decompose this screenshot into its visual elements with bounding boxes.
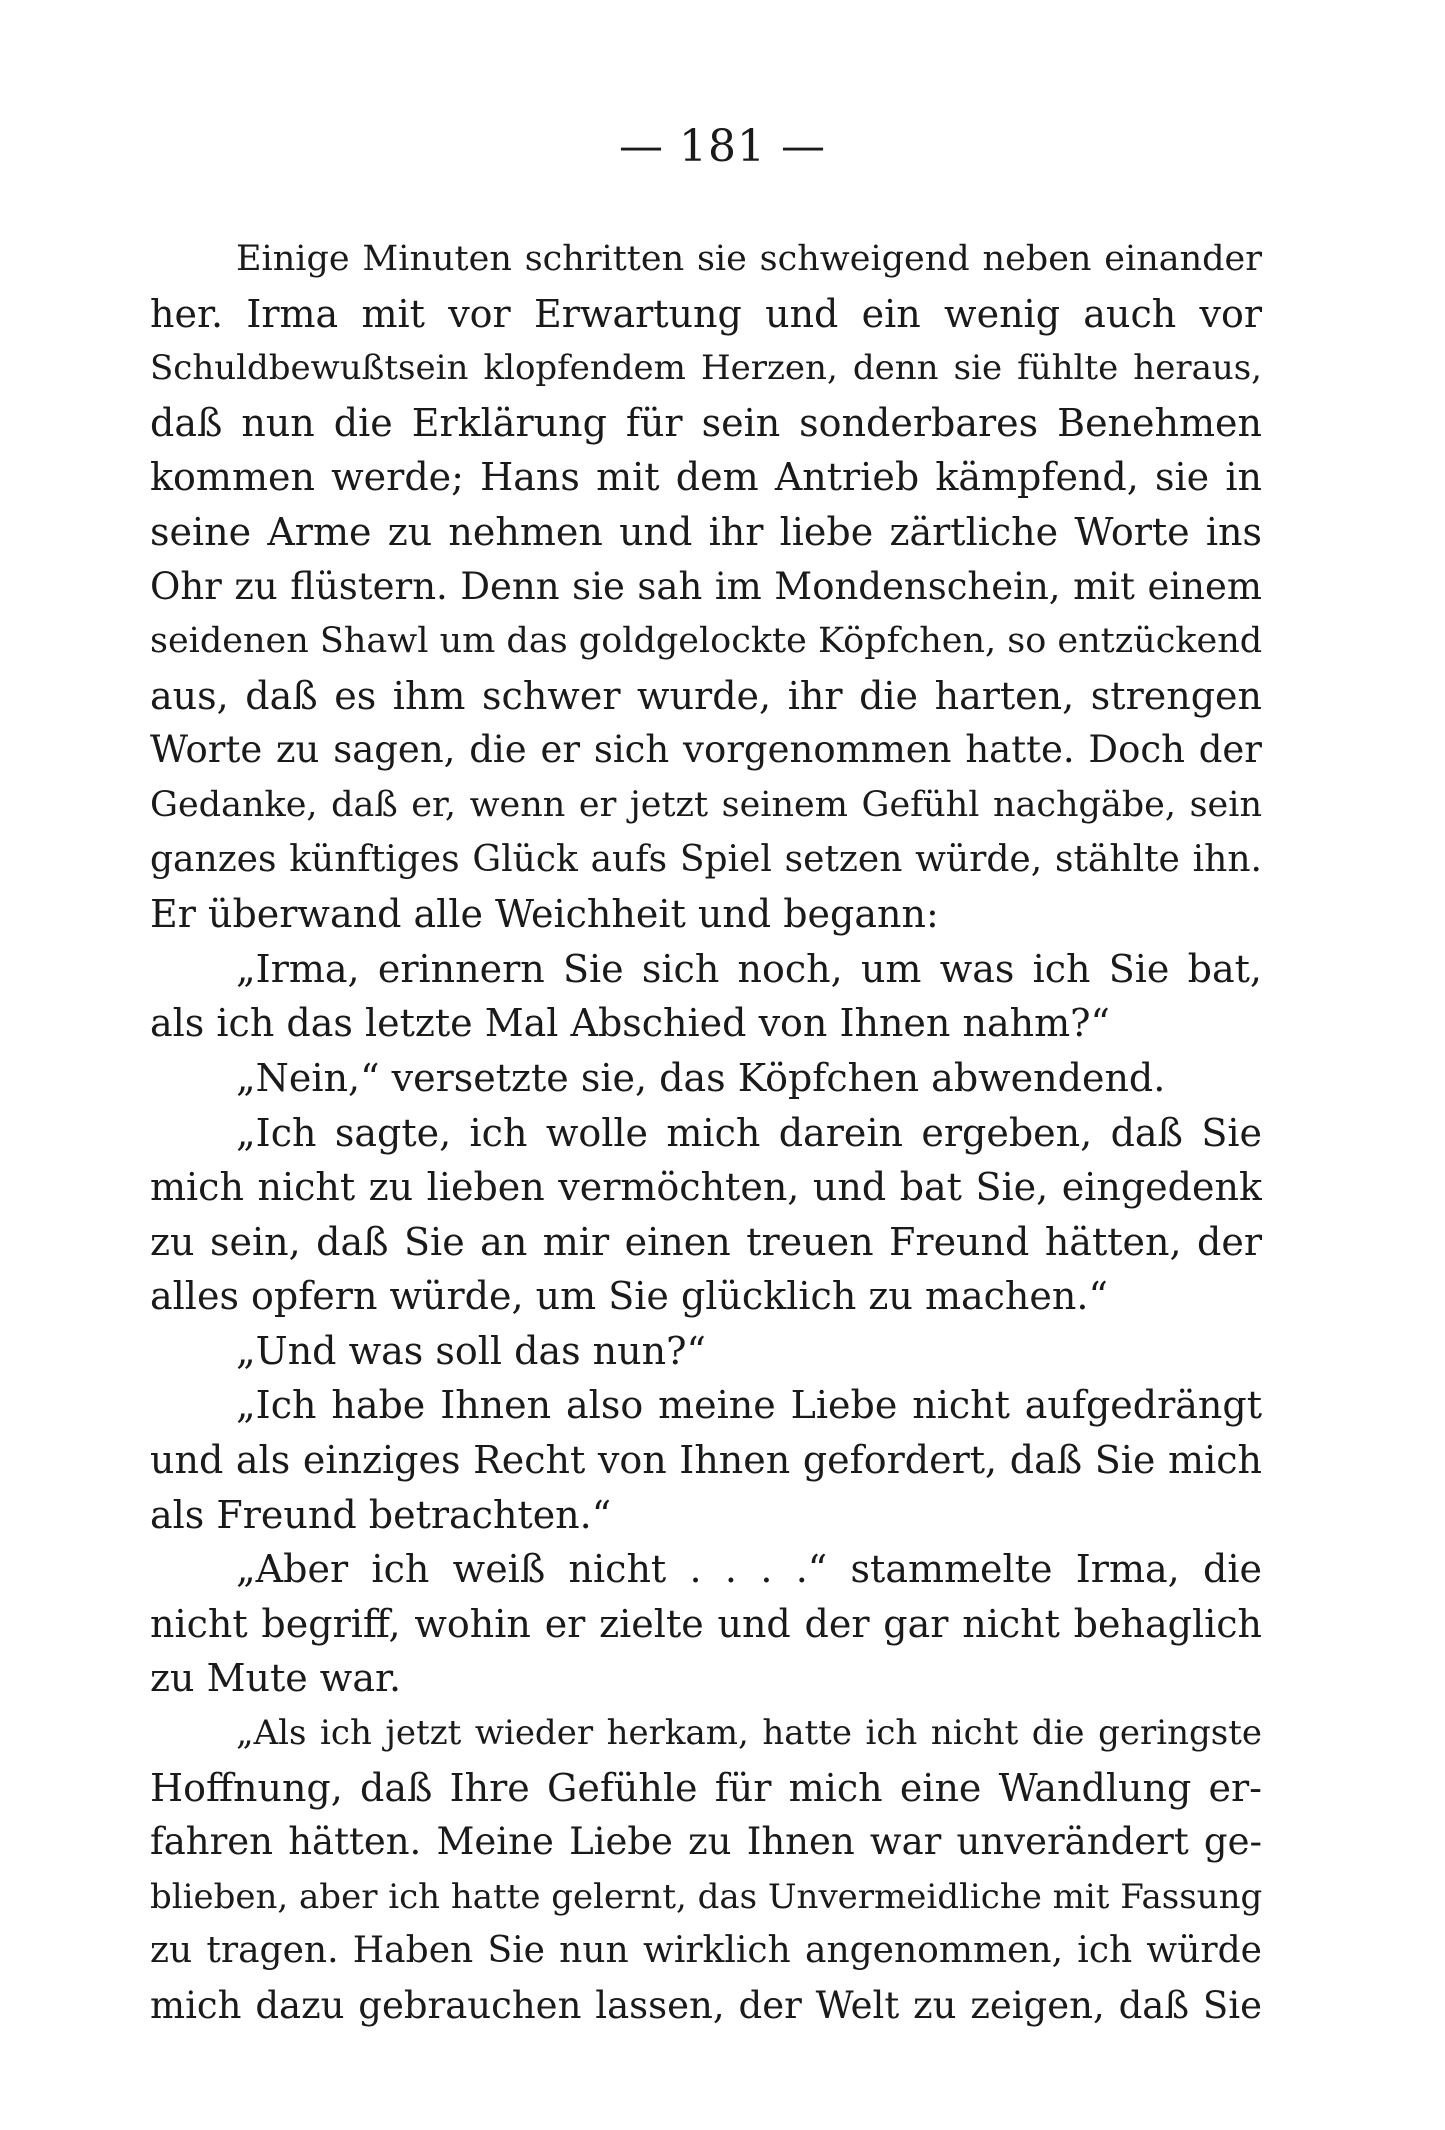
text-line: blieben, aber ich hatte gelernt, das Unvermeidliche mit Fassung <box>150 1876 1262 1917</box>
text-line: Gedanke, daß er, wenn er jetzt seinem Gefühl nachgäbe, sein <box>150 784 1262 825</box>
text-line: nicht begriff, wohin er zielte und der gar nicht behaglich <box>150 1601 1262 1646</box>
text-line: „Als ich jetzt wieder herkam, hatte ich nicht die geringste <box>236 1713 1262 1754</box>
text-line: aus, daß es ihm schwer wurde, ihr die harten, strengen <box>150 673 1262 718</box>
text-line: „Ich sagte, ich wolle mich darein ergeben, daß Sie <box>236 1110 1262 1155</box>
text-line: und als einziges Recht von Ihnen gefordert, daß Sie mich <box>150 1438 1262 1483</box>
text-line: Hoffnung, daß Ihre Gefühle für mich eine Wandlung er- <box>150 1765 1262 1810</box>
text-line: seidenen Shawl um das goldgelockte Köpfchen, so entzückend <box>150 621 1262 662</box>
text-line: mich dazu gebrauchen lassen, der Welt zu zeigen, daß Sie <box>150 1984 1262 2027</box>
text-line: fahren hätten. Meine Liebe zu Ihnen war unverändert ge- <box>150 1820 1262 1864</box>
text-line: „Aber ich weiß nicht . . . .“ stammelte Irma, die <box>236 1547 1262 1592</box>
body-text <box>150 232 1262 2034</box>
text-line: Ohr zu flüstern. Denn sie sah im Mondenschein, mit einem <box>150 564 1262 608</box>
text-line: zu sein, daß Sie an mir einen treuen Freund hätten, der <box>150 1219 1262 1264</box>
text-line: ganzes künftiges Glück aufs Spiel setzen würde, stählte ihn. <box>150 838 1262 880</box>
text-line: zu tragen. Haben Sie nun wirklich angenommen, ich würde <box>150 1930 1262 1972</box>
text-line: Er überwand alle Weichheit und begann: <box>150 892 939 937</box>
text-line: alles opfern würde, um Sie glücklich zu machen.“ <box>150 1274 1108 1319</box>
text-line: Schuldbewußtsein klopfendem Herzen, denn sie fühlte heraus, <box>150 348 1262 389</box>
text-line: „Irma, erinnern Sie sich noch, um was ich Sie bat, <box>236 946 1262 991</box>
text-line: als ich das letzte Mal Abschied von Ihnen nahm?“ <box>150 1001 1110 1046</box>
page-number: — 181 — <box>619 121 826 172</box>
text-line: zu Mute war. <box>150 1656 402 1701</box>
text-line: „Und was soll das nun?“ <box>236 1328 706 1373</box>
text-line: her. Irma mit vor Erwartung und ein wenig auch vor <box>150 291 1262 336</box>
text-line: Worte zu sagen, die er sich vorgenommen hatte. Doch der <box>150 728 1262 772</box>
text-line: kommen werde; Hans mit dem Antrieb kämpfend, sie in <box>150 455 1262 500</box>
text-line: daß nun die Erklärung für sein sonderbares Benehmen <box>150 400 1262 445</box>
text-line: mich nicht zu lieben vermöchten, und bat Sie, eingedenk <box>150 1165 1262 1210</box>
text-line: „Ich habe Ihnen also meine Liebe nicht aufgedrängt <box>236 1383 1262 1428</box>
text-line: als Freund betrachten.“ <box>150 1492 612 1537</box>
text-line: „Nein,“ versetzte sie, das Köpfchen abwendend. <box>236 1055 1166 1100</box>
text-line: seine Arme zu nehmen und ihr liebe zärtliche Worte ins <box>150 509 1262 554</box>
text-line: Einige Minuten schritten sie schweigend neben einander <box>236 239 1262 279</box>
